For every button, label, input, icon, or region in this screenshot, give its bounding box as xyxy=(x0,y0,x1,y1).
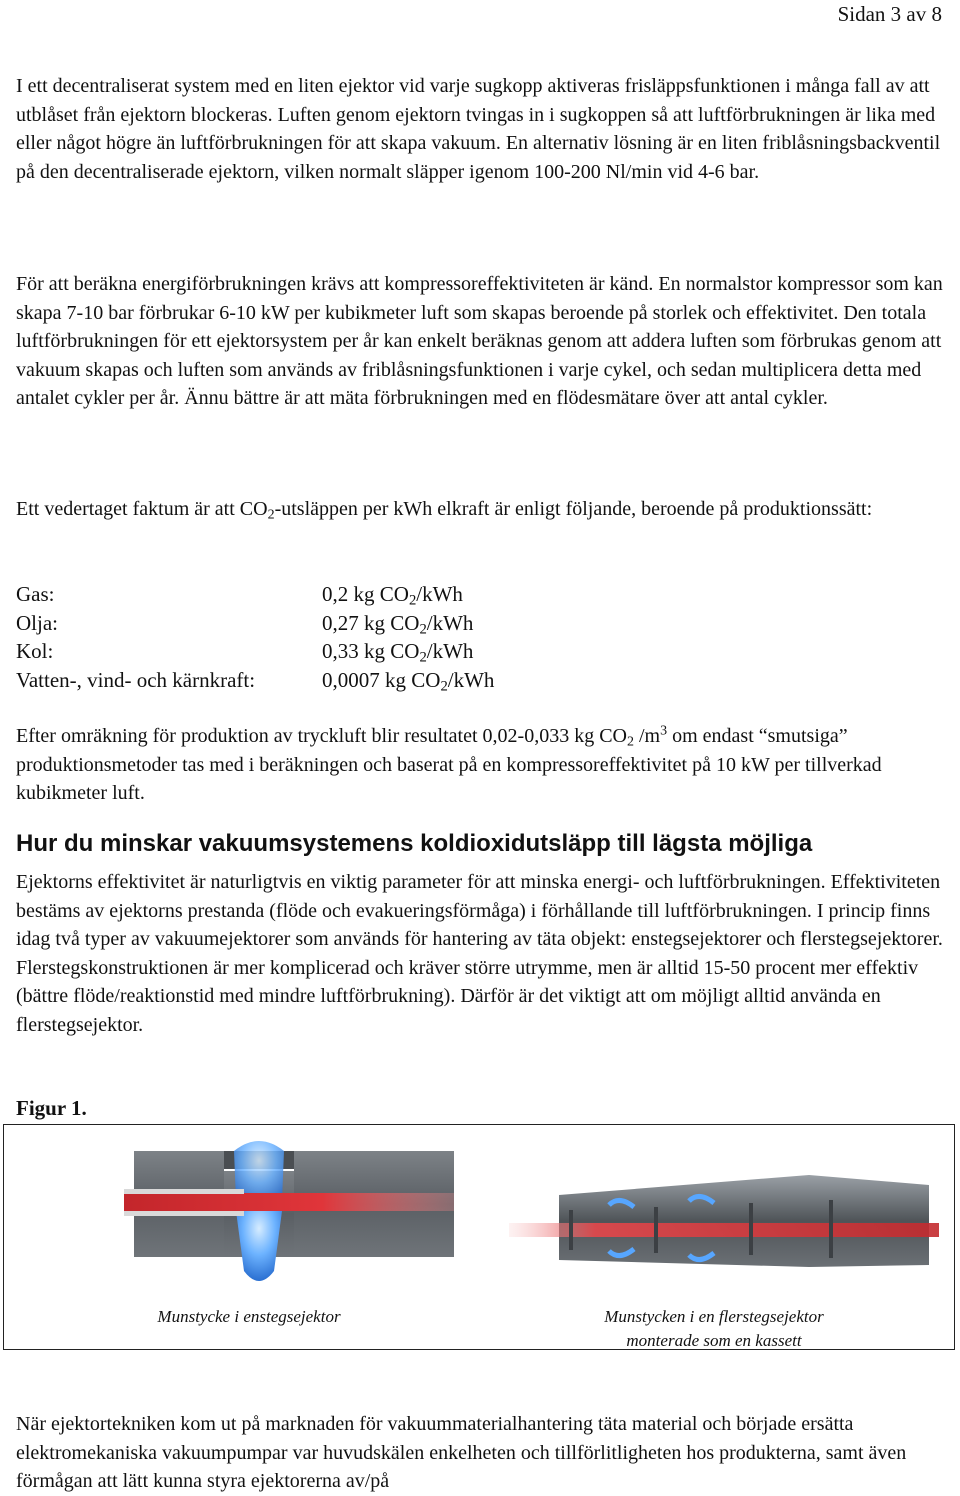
paragraph-ejector-efficiency: Ejektorns effektivitet är naturligtvis en viktig parameter för att minska energi- och luftförbrukningen. Effektiviteten bestäms av ejektorns prestanda (flöde och evakueringsförmåga) i förhållande till luftförbrukningen. I princip finns idag två typer av vakuumejektorer som används för hantering av täta objekt: enstegsejektorer och flerstegsejektorer. Flerstegskonstruktionen är mer komplicerad och kräver större utrymme, men är alltid 15-50 procent mer effektiv (bättre flöde/reaktionstid med mindre luftförbrukning). Därför är det viktigt att om möjligt alltid använda en flerstegsejektor. xyxy=(16,871,943,1036)
emission-source: Kol: xyxy=(16,639,54,663)
figure-label: Figur 1. xyxy=(16,1096,87,1120)
caption-multi-stage: Munstycken i en flerstegsejektor monterade som en kassett xyxy=(604,1307,824,1350)
page-number: Sidan 3 av 8 xyxy=(837,2,942,26)
figure-frame xyxy=(3,1124,955,1350)
emission-source: Vatten-, vind- och kärnkraft: xyxy=(16,667,256,692)
emissions-table xyxy=(16,580,494,694)
emission-source: Gas: xyxy=(16,582,55,606)
emission-value: 0,0007 kg $CO_2$/kWh xyxy=(322,667,495,695)
emission-value: 0,33 kg $CO_2$/kWh xyxy=(322,639,474,666)
emission-value: 0,2 kg $CO_2$/kWh xyxy=(322,582,463,609)
table-row xyxy=(16,666,494,695)
emission-value: 0,27 kg $CO_2$/kWh xyxy=(322,610,474,638)
table-row xyxy=(16,609,494,638)
paragraph-compressed-air-result: Efter omräkning för produktion av tryckluft blir resultatet 0,02-0,033 kg $CO_2$ $/m^3$ om endast “smutsiga” produktionsmetoder tas med i beräkningen och baserat på en kompressoreffektivitet på 10 kW per tillverkad kubikmeter luft. xyxy=(16,723,882,804)
single-stage-nozzle-illustration xyxy=(124,1131,464,1301)
paragraph-energy-calculation: För att beräkna energiförbrukningen krävs att kompressoreffektiviteten är känd. En normalstor kompressor som kan skapa 7-10 bar förbrukar 6-10 kW per kubikmeter luft som skapas beroende på storlek och effektivitet. Den totala luftförbrukningen för ett ejektorsystem per år kan enkelt beräknas genom att addera luften som förbrukas genom att vakuum skapas och luften som används av friblåsningsfunktionen i varje cykel, och sedan multiplicera detta med antalet cykler per år. Ännu bättre är att mäta förbrukningen med en flödesmätare över att antal cykler. xyxy=(16,273,943,409)
section-heading: Hur du minskar vakuumsystemens koldioxidutsläpp till lägsta möjliga xyxy=(16,830,813,857)
paragraph-ejector-history: När ejektortekniken kom ut på marknaden för vakuummaterialhantering täta material och började ersätta elektromekaniska vakuumpumpar var huvudskälen enkelheten och tillförlitligheten hos produkterna, samt även förmågan att lätt kunna styra ejektorerna av/på xyxy=(16,1413,907,1492)
paragraph-co2-fact: Ett vedertaget faktum är att $CO_2$-utsläppen per kWh elkraft är enligt följande, beroende på produktionssätt: xyxy=(16,498,873,523)
caption-single-stage: Munstycke i enstegsejektor xyxy=(157,1307,341,1326)
emission-source: Olja: xyxy=(16,610,58,635)
multi-stage-nozzle-illustration xyxy=(509,1155,939,1315)
table-row xyxy=(16,637,494,666)
paragraph-decentralized-system: I ett decentraliserat system med en liten ejektor vid varje sugkopp aktiveras frisläppsfunktionen i många fall av att utblåset från ejektorn blockeras. Luften genom ejektorn tvingas in i sugkoppen så att luftförbrukningen är lika med eller något högre än luftförbrukningen för att skapa vakuum. En alternativ lösning är en liten friblåsningsbackventil på den decentraliserade ejektorn, vilken normalt släpper igenom 100-200 Nl/min vid 4-6 bar. xyxy=(16,75,941,183)
table-row xyxy=(16,580,494,609)
